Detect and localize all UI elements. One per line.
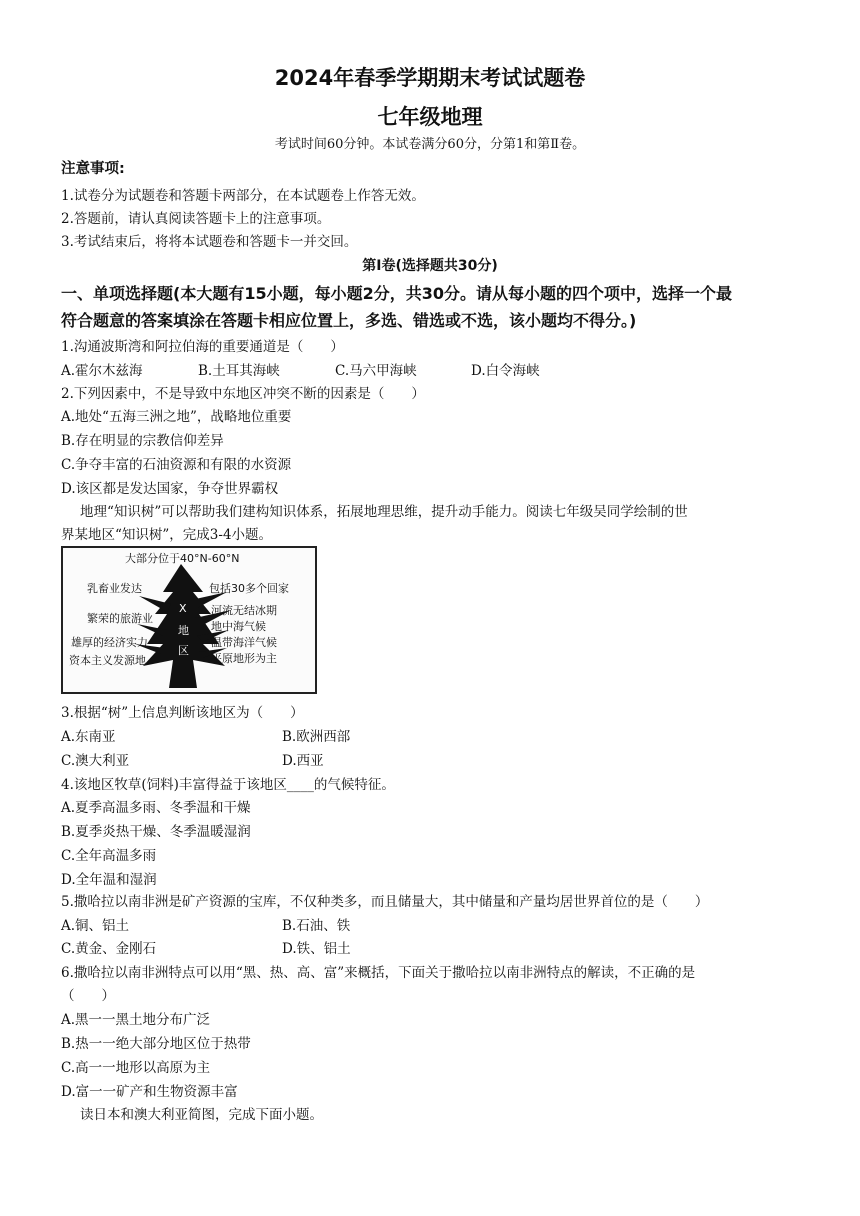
tree-left-label-3: 雄厚的经济实力 bbox=[71, 636, 148, 649]
q3-option-b: B.欧洲西部 bbox=[282, 729, 351, 745]
exam-info: 考试时间60分钟。本试卷满分60分，分第1和第Ⅱ卷。 bbox=[274, 137, 586, 152]
q2-stem: 2.下列因素中，不是导致中东地区冲突不断的因素是（ ） bbox=[61, 386, 425, 402]
exam-subject: 七年级地理 bbox=[377, 105, 483, 129]
q1-option-c: C.马六甲海峡 bbox=[335, 363, 417, 379]
q4-option-b: B.夏季炎热干燥、冬季温暖湿润 bbox=[61, 824, 251, 840]
q1-option-d: D.白令海峡 bbox=[471, 363, 540, 379]
q3-stem: 3.根据“树”上信息判断该地区为（ ） bbox=[61, 705, 304, 721]
q5-option-c: C.黄金、金刚石 bbox=[61, 941, 157, 957]
q6-option-b: B.热一一绝大部分地区位于热带 bbox=[61, 1036, 251, 1052]
note-item-2: 2.答题前，请认真阅读答题卡上的注意事项。 bbox=[61, 211, 331, 227]
q2-option-a: A.地处“五海三洲之地”，战略地位重要 bbox=[61, 409, 292, 425]
tree-trunk-char-1: X bbox=[179, 602, 187, 615]
q4-option-a: A.夏季高温多雨、冬季温和干燥 bbox=[61, 800, 251, 816]
q5-option-a: A.铜、铝土 bbox=[61, 918, 130, 934]
tree-right-label-3: 地中海气候 bbox=[211, 620, 266, 633]
passage-line1: 地理“知识树”可以帮助我们建构知识体系，拓展地理思维，提升动手能力。阅读七年级吴同学绘制的世 bbox=[80, 504, 688, 520]
notes-heading: 注意事项: bbox=[61, 161, 125, 177]
q2-option-d: D.该区都是发达国家，争夺世界霸权 bbox=[61, 481, 279, 497]
q1-option-a: A.霍尔木兹海 bbox=[61, 363, 143, 379]
q5-stem: 5.撒哈拉以南非洲是矿产资源的宝库，不仅种类多，而且储量大，其中储量和产量均居世界首位的是（ ） bbox=[61, 894, 709, 910]
tree-left-label-4: 资本主义发源地 bbox=[69, 654, 146, 667]
q4-stem: 4.该地区牧草(饲料)丰富得益于该地区____的气候特征。 bbox=[61, 777, 395, 793]
tree-left-label-1: 乳畜业发达 bbox=[87, 582, 142, 595]
knowledge-tree-figure bbox=[61, 546, 317, 694]
tree-right-label-4: 温带海洋气候 bbox=[211, 636, 277, 649]
part1-heading: 第Ⅰ卷(选择题共30分) bbox=[362, 258, 498, 274]
tree-trunk-char-3: 区 bbox=[178, 644, 189, 657]
tree-left-label-2: 繁荣的旅游业 bbox=[87, 612, 153, 625]
tree-right-label-2: 河流无结冰期 bbox=[211, 604, 277, 617]
q5-option-b: B.石油、铁 bbox=[282, 918, 351, 934]
q3-option-d: D.西亚 bbox=[282, 753, 324, 769]
q2-option-c: C.争夺丰富的石油资源和有限的水资源 bbox=[61, 457, 292, 473]
q6-option-a: A.黑一一黑土地分布广泛 bbox=[61, 1012, 211, 1028]
q6-option-c: C.高一一地形以高原为主 bbox=[61, 1060, 211, 1076]
tree-trunk-char-2: 地 bbox=[178, 624, 189, 637]
q6-option-d: D.富一一矿产和生物资源丰富 bbox=[61, 1084, 238, 1100]
q2-option-b: B.存在明显的宗教信仰差异 bbox=[61, 433, 224, 449]
q3-option-a: A.东南亚 bbox=[61, 729, 116, 745]
tree-top-label: 大部分位于40°N-60°N bbox=[125, 552, 240, 565]
q3-option-c: C.澳大利亚 bbox=[61, 753, 130, 769]
part1-instruction-line1: 一、单项选择题(本大题有15小题，每小题2分，共30分。请从每小题的四个项中，选择一个最 bbox=[61, 284, 732, 303]
q4-option-d: D.全年温和湿润 bbox=[61, 872, 157, 888]
note-item-3: 3.考试结束后，将将本试题卷和答题卡一并交回。 bbox=[61, 234, 358, 250]
knowledge-tree-svg bbox=[63, 548, 315, 692]
q4-option-c: C.全年高温多雨 bbox=[61, 848, 157, 864]
q1-stem: 1.沟通波斯湾和阿拉伯海的重要通道是（ ） bbox=[61, 339, 344, 355]
q5-option-d: D.铁、铝土 bbox=[282, 941, 351, 957]
footer-passage: 读日本和澳大利亚简图，完成下面小题。 bbox=[80, 1107, 323, 1123]
part1-instruction-line2: 符合题意的答案填涂在答题卡相应位置上，多选、错选或不选，该小题均不得分。) bbox=[61, 311, 637, 330]
exam-title: 2024年春季学期期末考试试题卷 bbox=[274, 66, 586, 90]
note-item-1: 1.试卷分为试题卷和答题卡两部分，在本试题卷上作答无效。 bbox=[61, 188, 425, 204]
q1-option-b: B.土耳其海峡 bbox=[198, 363, 280, 379]
tree-right-label-1: 包括30多个回家 bbox=[209, 582, 289, 595]
q6-stem-line2: （ ） bbox=[61, 988, 115, 1004]
tree-right-label-5: 平原地形为主 bbox=[211, 652, 277, 665]
tree-branch-left-1 bbox=[139, 596, 171, 612]
passage-line2: 界某地区“知识树”，完成3-4小题。 bbox=[61, 527, 273, 543]
q6-stem-line1: 6.撒哈拉以南非洲特点可以用“黑、热、高、富”来概括，下面关于撒哈拉以南非洲特点的解读，不正确的是 bbox=[61, 965, 696, 981]
